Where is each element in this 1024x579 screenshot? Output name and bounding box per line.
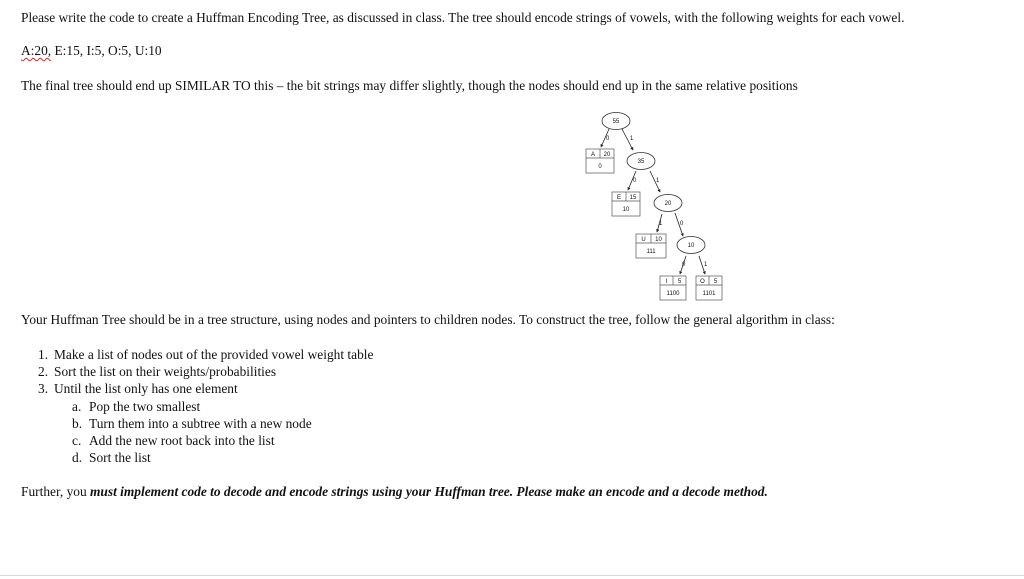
leaf-weight: 20 bbox=[603, 152, 611, 158]
edge-label: 1 bbox=[630, 136, 634, 142]
leaf-code: 0 bbox=[598, 164, 602, 170]
leaf-weight: 5 bbox=[677, 279, 682, 285]
leaf-letter: U bbox=[641, 237, 646, 243]
edge-label: 0 bbox=[680, 221, 684, 227]
structure-paragraph: Your Huffman Tree should be in a tree structure, using nodes and pointers to children nodes. To construct the tree, follow the general algorithm in class: bbox=[21, 312, 835, 327]
leaf-weight: 15 bbox=[629, 195, 637, 201]
list-subitem: b. Turn them into a subtree with a new node bbox=[72, 415, 312, 431]
intro-paragraph: Please write the code to create a Huffman Encoding Tree, as discussed in class. The tree should encode strings of vowels, with the following weights for each vowel. bbox=[21, 10, 905, 25]
further-emphasis: must implement code to decode and encode strings using your Huffman tree. Please make an encode and a decode method. bbox=[90, 484, 768, 499]
leaf-code: 1100 bbox=[666, 291, 680, 297]
edge-label: 0 bbox=[606, 136, 610, 142]
leaf-letter: I bbox=[665, 279, 668, 285]
leaf-letter: E bbox=[616, 195, 622, 201]
weights-rest: E:15, I:5, O:5, U:10 bbox=[51, 43, 162, 58]
leaf-code: 1101 bbox=[702, 291, 716, 297]
leaf-letter: O bbox=[700, 279, 705, 285]
node-weight: 10 bbox=[687, 243, 695, 249]
node-weight: 20 bbox=[664, 201, 672, 207]
leaf-code: 10 bbox=[622, 207, 630, 213]
leaf-weight: 10 bbox=[655, 237, 662, 243]
edge-label: 1 bbox=[704, 262, 708, 268]
edge-label: 1 bbox=[656, 178, 660, 184]
list-item: 1. Make a list of nodes out of the provided vowel weight table bbox=[38, 347, 374, 362]
list-item: 3. Until the list only has one element bbox=[38, 381, 238, 397]
leaf-code: 111 bbox=[646, 249, 656, 255]
weight-a-spellcheck: A:20, bbox=[21, 43, 52, 58]
final-tree-note: The final tree should end up SIMILAR TO this – the bit strings may differ slightly, though the nodes should end up in the same relative positions bbox=[21, 78, 798, 93]
node-weight: 55 bbox=[612, 119, 620, 125]
further-paragraph bbox=[21, 484, 768, 500]
edge-label: 1 bbox=[659, 221, 663, 227]
leaf-weight: 5 bbox=[713, 279, 718, 285]
vowel-weights-line bbox=[21, 43, 162, 59]
list-subitem: c. Add the new root back into the list bbox=[72, 433, 275, 449]
leaf-letter: A bbox=[590, 152, 596, 158]
list-subitem: d. Sort the list bbox=[72, 450, 151, 466]
node-weight: 35 bbox=[637, 159, 645, 165]
edge-label: 0 bbox=[682, 262, 686, 268]
list-subitem: a. Pop the two smallest bbox=[72, 398, 201, 414]
further-lead: Further, you bbox=[21, 484, 91, 499]
edge-label: 0 bbox=[633, 178, 637, 184]
list-item: 2. Sort the list on their weights/probabilities bbox=[38, 364, 277, 380]
page-bottom-divider bbox=[0, 575, 1024, 576]
algorithm-steps bbox=[38, 346, 373, 466]
huffman-tree-diagram bbox=[578, 108, 738, 306]
